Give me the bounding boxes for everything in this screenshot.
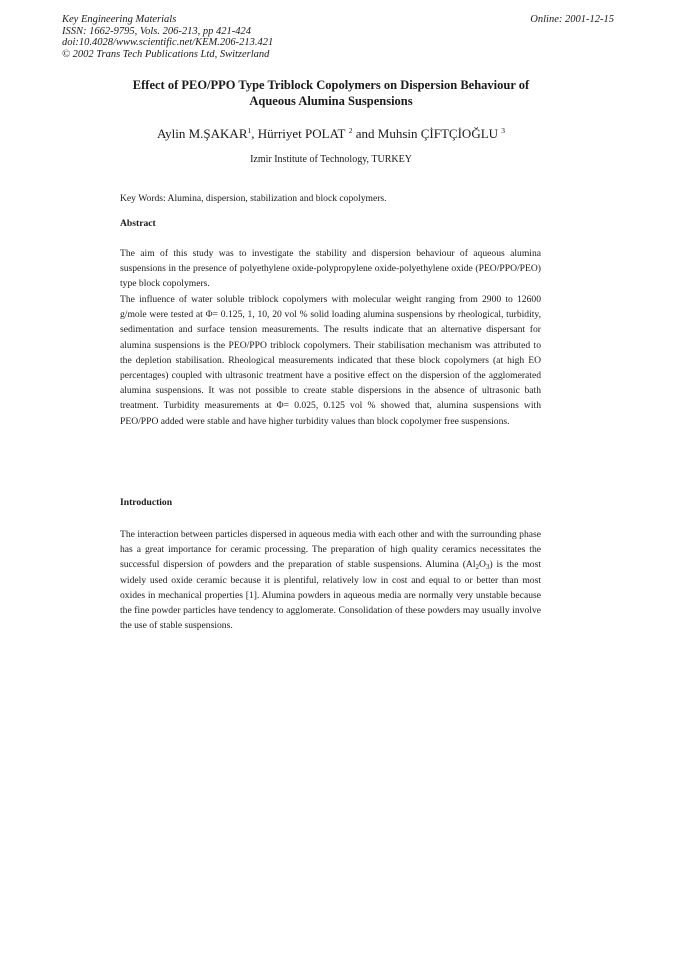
introduction-heading: Introduction (120, 497, 173, 508)
affiliation: Izmir Institute of Technology, TURKEY (250, 154, 412, 165)
formula-oxygen: O (479, 559, 486, 571)
author-3: Muhsin ÇİFTÇİOĞLU (377, 126, 499, 141)
paper-title (100, 77, 562, 109)
author-separator: , (251, 126, 258, 141)
intro-text-start: The interaction between particles dispersed in aqueous media with each other and with the surrounding phase has a great importance for ceramic processing. The preparation of high quality ceramics necessitates the successful dispersion of powders and the preparation of stable suspensions. Alumina (Al (120, 529, 541, 571)
author-list (100, 126, 562, 142)
title-line-1: Effect of PEO/PPO Type Triblock Copolymers on Dispersion Behaviour of (132, 78, 530, 92)
copyright-line: © 2002 Trans Tech Publications Ltd, Switzerland (62, 48, 270, 60)
title-line-2: Aqueous Alumina Suspensions (249, 94, 413, 108)
abstract-paragraph-2: The influence of water soluble triblock copolymers with molecular weight ranging from 2900 to 12600 g/mole were tested at Φ= 0.125, 1, 10, 20 vol % solid loading alumina suspensions by rheological, turbidity, sedimentation and surface tension measurements. The results indicate that an alternative dispersant for alumina suspensions is the PEO/PPO triblock copolymers. Their stabilisation mechanism was attributed to the depletion stabilisation. Rheological measurements indicated that these block copolymers (at high EO percentages) coupled with ultrasonic treatment have a positive effect on the dispersion of the agglomerated alumina suspensions. It was not possible to create stable dispersions in the absence of ultrasonic bath treatment. Turbidity measurements at Φ= 0.025, 0.125 vol % showed that, alumina suspensions with PEO/PPO added were stable and have higher turbidity values than block copolymer free suspensions. (120, 294, 541, 427)
doi-line[interactable]: doi:10.4028/www.scientific.net/KEM.206-213.421 (62, 37, 274, 48)
journal-header (62, 14, 273, 60)
author-conjunction: and (352, 126, 378, 141)
intro-text-end: ) is the most widely used oxide ceramic because it is plentiful, relatively low in cost and equal to or better than most oxides in mechanical properties [1]. Alumina powders in aqueous media are normally very unstable because the fine powder particles have tendency to agglomerate. Consolidation of these powders may usually involve the use of stable suspensions. (120, 559, 542, 632)
author-2-affil-marker: 2 (348, 126, 353, 135)
author-1: Aylin M.ŞAKAR (156, 126, 248, 141)
abstract-heading: Abstract (120, 218, 156, 229)
abstract-paragraph-1: The aim of this study was to investigate the stability and dispersion behaviour of aqueous alumina suspensions in the presence of polyethylene oxide-polypropylene oxide-polyethylene oxide (PEO/PPO/PEO) type block copolymers. (120, 248, 541, 290)
author-3-affil-marker: 3 (501, 126, 506, 135)
formula-subscript-2: 2 (475, 563, 480, 572)
issn-line: ISSN: 1662-9795, Vols. 206-213, pp 421-424 (62, 25, 251, 37)
journal-name: Key Engineering Materials (62, 14, 177, 25)
author-2: Hürriyet POLAT (257, 126, 346, 141)
formula-subscript-3: 3 (485, 563, 490, 572)
author-1-affil-marker: 1 (247, 126, 252, 135)
keywords: Key Words: Alumina, dispersion, stabilization and block copolymers. (120, 193, 387, 204)
introduction-paragraph (120, 527, 541, 633)
online-date: Online: 2001-12-15 (530, 14, 614, 25)
